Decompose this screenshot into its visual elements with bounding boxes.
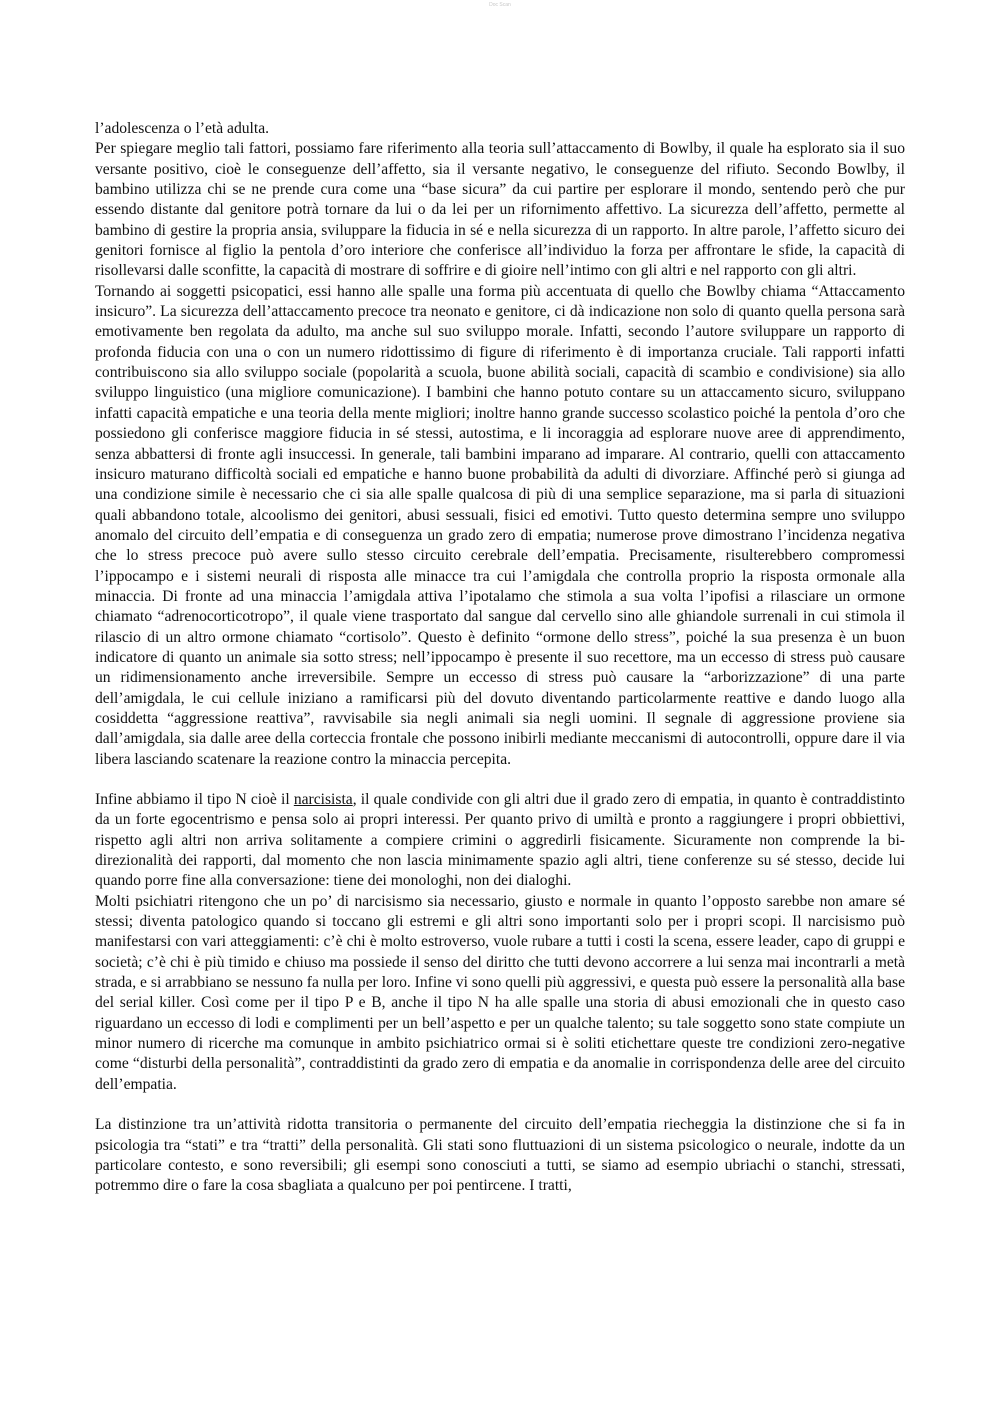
document-page [95, 119, 905, 1197]
paragraph-insecure-attachment: Tornando ai soggetti psicopatici, essi hanno alle spalle una forma più accentuata di quello che Bowlby chiama “Attaccamento insicuro”. La sicurezza dell’attaccamento precoce tra neonato e genitore, ci dà indicazione non solo di quanto quella persona sarà emotivamente ben regolata da adulto, ma anche sul suo sviluppo morale. Infatti, secondo l’autore sviluppare un rapporto di profonda fiducia con una o con un numero ridottissimo di figure di riferimento è di importanza cruciale. Tali rapporti infatti contribuiscono sia allo sviluppo sociale (popolarità a scuola, buone abilità sociali, capacità di scambio e condivisione) sia allo sviluppo linguistico (una migliore comunicazione). I bambini che hanno potuto contare su un attaccamento sicuro, sviluppano infatti capacità empatiche e una teoria della mente migliori; inoltre hanno grande successo scolastico poiché la pentola d’oro che possiedono gli conferisce maggiore fiducia in sé stessi, autostima, e li incoraggia ad esplorare nuove aree di apprendimento, senza abbattersi di fronte agli insuccessi. In generale, tali bambini imparano ad imparare. Al contrario, quelli con attaccamento insicuro maturano difficoltà sociali ed empatiche e hanno buone probabilità da adulti di divorziare. Affinché però si giunga ad una condizione simile è necessario che ci sia alle spalle qualcosa di più di una semplice separazione, ma si parla di situazioni quali abbandono totale, alcoolismo dei genitori, abusi sessuali, fisici ed emotivi. Tutto questo determina sempre uno sviluppo anomalo del circuito dell’empatia e di conseguenza un grado zero di empatia; numerose prove dimostrano l’incidenza negativa che lo stress precoce può avere sullo stesso circuito cerebrale dell’empatia. Precisamente, risulterebbero compromessi l’ippocampo e i sistemi neurali di risposta alle minacce tra cui l’amigdala che controlla proprio la risposta ormonale alla minaccia. Di fronte ad una minaccia l’amigdala attiva l’ipotalamo che stimola a sua volta l’ipofisi a rilasciare un ormone chiamato “adrenocorticotropo”, il quale viene trasportato dal sangue dal cervello sino alle ghiandole surrenali in cui stimola il rilascio di un altro ormone chiamato “cortisolo”. Questo è definito “ormone dello stress”, poiché la sua presenza è un buon indicatore di quanto un animale sia sotto stress; nell’ippocampo è presente il suo recettore, ma un eccesso di stress può causare un ridimensionamento anche irreversibile. Sempre un eccesso di stress può causare la “arborizzazione” di una parte dell’amigdala, le cui cellule iniziano a ramificarsi più del dovuto diventando particolarmente reattive e dando luogo alla cosiddetta “aggressione reattiva”, ravvisabile sia negli animali sia negli uomini. Il segnale di aggressione proviene sia dall’amigdala, sia dalle aree della corteccia frontale che possono inibirli mediante meccanismi di autocontrolli, oppure dare il via libera lasciando scatenare la reazione contro la minaccia percepita. [95, 282, 905, 768]
paragraph-states-traits: La distinzione tra un’attività ridotta transitoria o permanente del circuito dell’empatia riecheggia la distinzione che si fa in psicologia tra “stati” e tra “tratti” della personalità. Gli stati sono fluttuazioni di un sistema psicologico o neurale, indotte da un particolare contesto, e sono reversibili; gli esempi sono conosciuti a tutti, se siamo ad esempio ubriachi o stanchi, stressati, potremmo dire o fare la cosa sbagliata a qualcuno per poi pentircene. I tratti, [95, 1116, 905, 1195]
paragraph-narcissist [95, 790, 905, 892]
paragraph-narcissism-types: Molti psichiatri ritengono che un po’ di narcisismo sia necessario, giusto e normale in quanto l’opposto sarebbe non amare sé stessi; diventa patologico quando si toccano gli estremi e gli altri sono importanti solo per i propri scopi. Il narcisismo può manifestarsi con vari atteggiamenti: c’è chi è molto estroverso, vuole rubare a tutti i costi la scena, essere leader, capo di gruppi e società; c’è chi è più timido e chiuso ma possiede il senso del diritto che tutti devono accorrere a lui senza mai incontrarli a metà strada, e si arrabbiano se nessuno fa nulla per loro. Infine vi sono quelli più aggressivi, e questa può essere la personalità alla base del serial killer. Così come per il tipo P e B, anche il tipo N ha alle spalle una storia di abusi emozionali che in questo caso riguardano un eccesso di lodi e complimenti per un bell’aspetto e per un qualche talento; su tale soggetto sono state compiute un minor numero di ricerche ma comunque in ambito psichiatrico ormai si è soliti etichettare queste tre condizioni zero-negative come “disturbi della personalità”, contraddistinti da grado zero di empatia e da anomalie in corrispondenza delle aree del circuito dell’empatia. [95, 892, 905, 1093]
header-watermark: Doc Scan [489, 2, 511, 8]
paragraph-bowlby-theory: Per spiegare meglio tali fattori, possiamo fare riferimento alla teoria sull’attaccamento di Bowlby, il quale ha esplorato sia il suo versante positivo, cioè le conseguenze dell’affetto, sia il versante negativo, le conseguenze del rifiuto. Secondo Bowlby, il bambino utilizza chi se ne prende cura come una “base sicura” da cui partire per esplorare il mondo, sentendo però che pur essendo distante dal genitore potrà tornare da lui o da lei per un rifornimento affettivo. La sicurezza dell’affetto, permette al bambino di gestire la propria ansia, sviluppare la fiducia in sé e nella sicurezza di un rapporto. In altre parole, l’affetto sicuro dei genitori fornisce al figlio la pentola d’oro interiore che conferisce all’individuo la forza per affrontare le sfide, la capacità di risollevarsi dalle sconfitte, la capacità di mostrare di soffrire e di gioire nell’intimo con gli altri e nel rapporto con gli altri. [95, 140, 905, 280]
narcissist-intro-text: Infine abbiamo il tipo N cioè il [95, 791, 294, 808]
narcisista-link[interactable]: narcisista [293, 791, 353, 808]
paragraph-continuation: l’adolescenza o l’età adulta. [95, 120, 270, 137]
narcissist-body-text: , il quale condivide con gli altri due il grado zero di empatia, in quanto è contraddistinto da un forte egocentrismo e pensa solo ai propri interessi. Per quanto privo di umiltà e pronto a raggiungere i propri obbiettivi, rispetto agli altri non arriva solitamente a compiere crimini o aggredirli fisicamente. Sicuramente non comprende la bi-direzionalità dei rapporti, dal momento che non lascia minimamente spazio agli altri, tiene conferenze su sé stesso, decide lui quando porre fine alla conversazione: tiene dei monologhi, non dei dialoghi. [95, 791, 905, 890]
